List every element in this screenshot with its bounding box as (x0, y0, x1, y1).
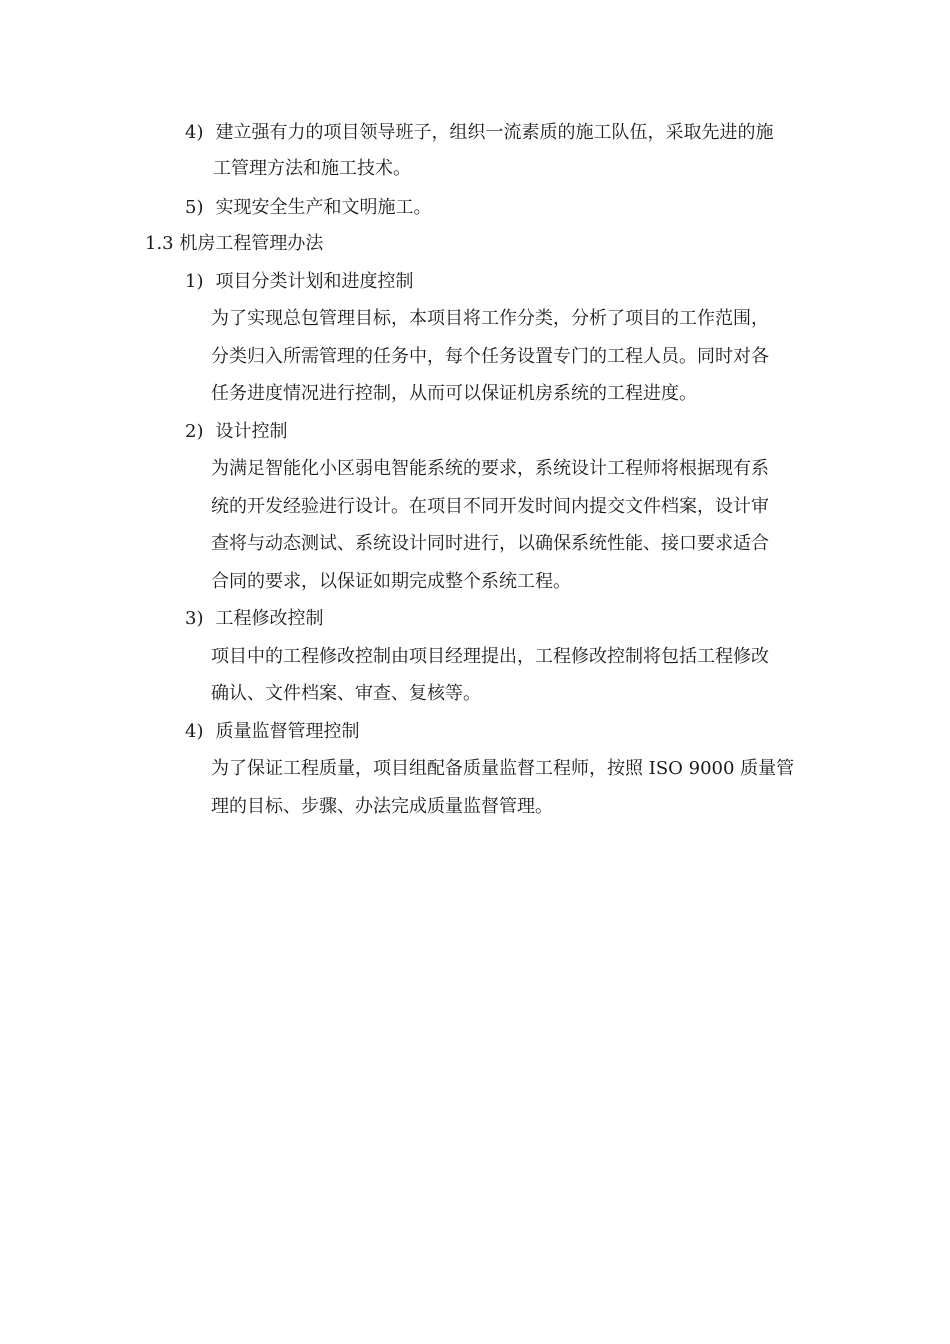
item-2-title (185, 420, 287, 444)
item-3-body-text-1: 项目中的工程修改控制由项目经理提出，工程修改控制将包括工程修改 (211, 646, 769, 667)
item-2-body-line-1 (211, 457, 769, 481)
item-3-body-line-1 (211, 645, 769, 669)
intro-item-4-line-1 (185, 121, 773, 145)
item-1-title-text: 项目分类计划和进度控制 (215, 271, 414, 292)
item-4-body-line-2 (211, 795, 553, 819)
item-2-body-text-1: 为满足智能化小区弱电智能系统的要求，系统设计工程师将根据现有系 (211, 458, 769, 479)
item-2-body-text-4: 合同的要求，以保证如期完成整个系统工程。 (211, 571, 571, 592)
intro-item-4-text: 建立强有力的项目领导班子，组织一流素质的施工队伍，采取先进的施 (215, 122, 774, 143)
item-1-body-text-3: 任务进度情况进行控制，从而可以保证机房系统的工程进度。 (211, 383, 697, 404)
item-3-title-text: 工程修改控制 (215, 608, 324, 629)
item-1-body-text-1: 为了实现总包管理目标，本项目将工作分类，分析了项目的工作范围， (211, 308, 769, 329)
intro-item-4-line-2 (213, 157, 411, 181)
item-1-body-text-2: 分类归入所需管理的任务中，每个任务设置专门的工程人员。同时对各 (211, 346, 769, 367)
item-3-body-text-2: 确认、文件档案、审查、复核等。 (211, 683, 481, 704)
item-4-body-text-2: 理的目标、步骤、办法完成质量监督管理。 (211, 796, 553, 817)
item-4-body-line-1 (211, 757, 794, 781)
item-3-number: 3) (185, 608, 204, 629)
item-2-body-text-3: 查将与动态测试、系统设计同时进行，以确保系统性能、接口要求适合 (211, 533, 769, 554)
item-1-body-line-2 (211, 345, 769, 369)
intro-item-5-text: 实现安全生产和文明施工。 (215, 197, 432, 218)
item-1-number: 1) (185, 271, 204, 292)
item-3-title (185, 607, 323, 631)
intro-item-4-number: 4) (185, 122, 204, 143)
intro-item-5-number: 5) (185, 197, 204, 218)
item-1-body-line-1 (211, 307, 769, 331)
item-4-title (185, 720, 359, 744)
item-2-body-line-4 (211, 570, 571, 594)
item-3-body-line-2 (211, 682, 481, 706)
item-1-body-line-3 (211, 382, 697, 406)
item-2-body-text-2: 统的开发经验进行设计。在项目不同开发时间内提交文件档案，设计审 (211, 496, 769, 517)
item-2-number: 2) (185, 421, 204, 442)
intro-item-5 (185, 196, 431, 220)
item-2-body-line-2 (211, 495, 769, 519)
item-4-body-text-1: 为了保证工程质量，项目组配备质量监督工程师，按照 ISO 9000 质量管 (211, 758, 795, 779)
section-heading-text: 1.3 机房工程管理办法 (145, 233, 324, 254)
item-4-number: 4) (185, 721, 204, 742)
item-2-title-text: 设计控制 (215, 421, 288, 442)
item-1-title (185, 270, 413, 294)
item-4-title-text: 质量监督管理控制 (215, 721, 360, 742)
section-heading (145, 232, 323, 256)
item-2-body-line-3 (211, 532, 769, 556)
intro-item-4-text-cont: 工管理方法和施工技术。 (213, 158, 411, 179)
